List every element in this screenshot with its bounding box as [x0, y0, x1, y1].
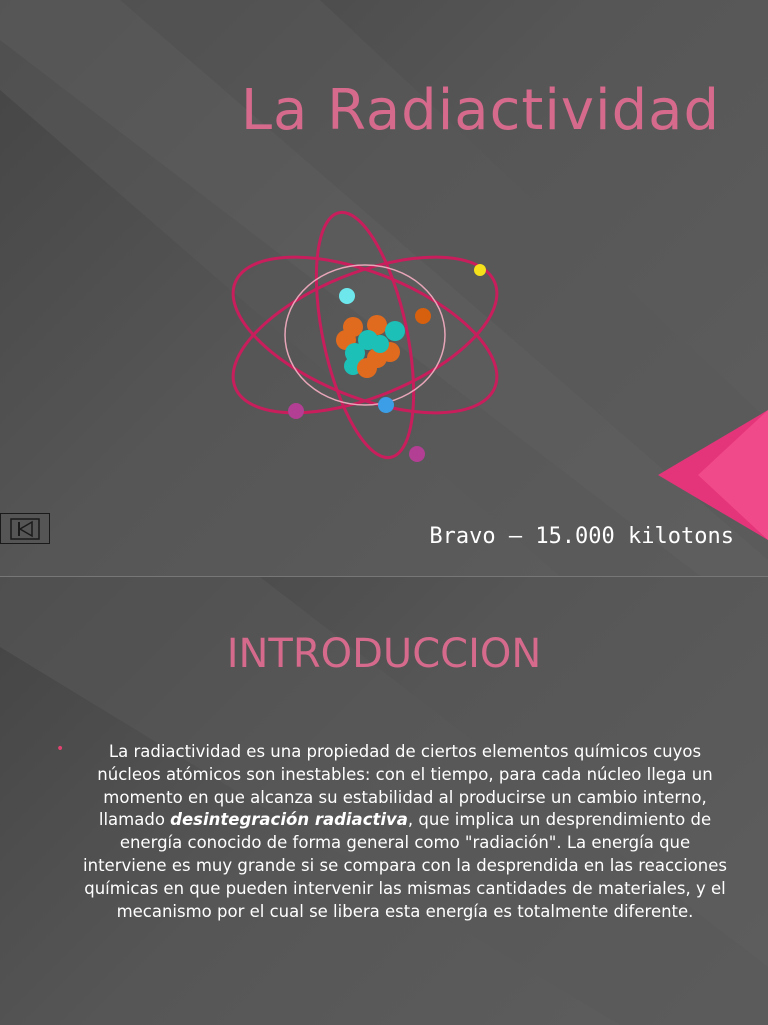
bullet-icon: •: [56, 741, 65, 757]
section-heading: INTRODUCCION: [226, 631, 542, 677]
paragraph-emphasis: desintegración radiactiva: [170, 810, 408, 830]
paragraph-part-2: , que implica un desprendimiento de energía conocido de forma general como "radiación". La energía que interviene es muy grande si se compara con la desprendida en las reacciones químicas en que pueden intervenir las mismas cantidades de materiales, y el mecanismo por el cual se libera esta energía es totalmente diferente.: [83, 810, 727, 921]
decorative-wedge: [658, 410, 768, 540]
first-slide-icon: [10, 518, 40, 540]
nucleus: [336, 315, 405, 378]
first-slide-button[interactable]: [0, 513, 50, 544]
intro-paragraph: [80, 741, 730, 923]
slide-caption: Bravo – 15.000 kilotons: [429, 524, 734, 549]
slide-title-text: La Radiactividad: [240, 78, 720, 143]
paragraph-part-1: La radiactividad es una propiedad de ciertos elementos químicos cuyos núcleos atómicos son inestables: con el tiempo, para cada núcleo llega un momento en que alcanza su estabilidad al producirse un cambio interno, llamado: [97, 742, 713, 830]
atom-illustration: [205, 190, 525, 480]
slide-introduction: [0, 576, 768, 1025]
